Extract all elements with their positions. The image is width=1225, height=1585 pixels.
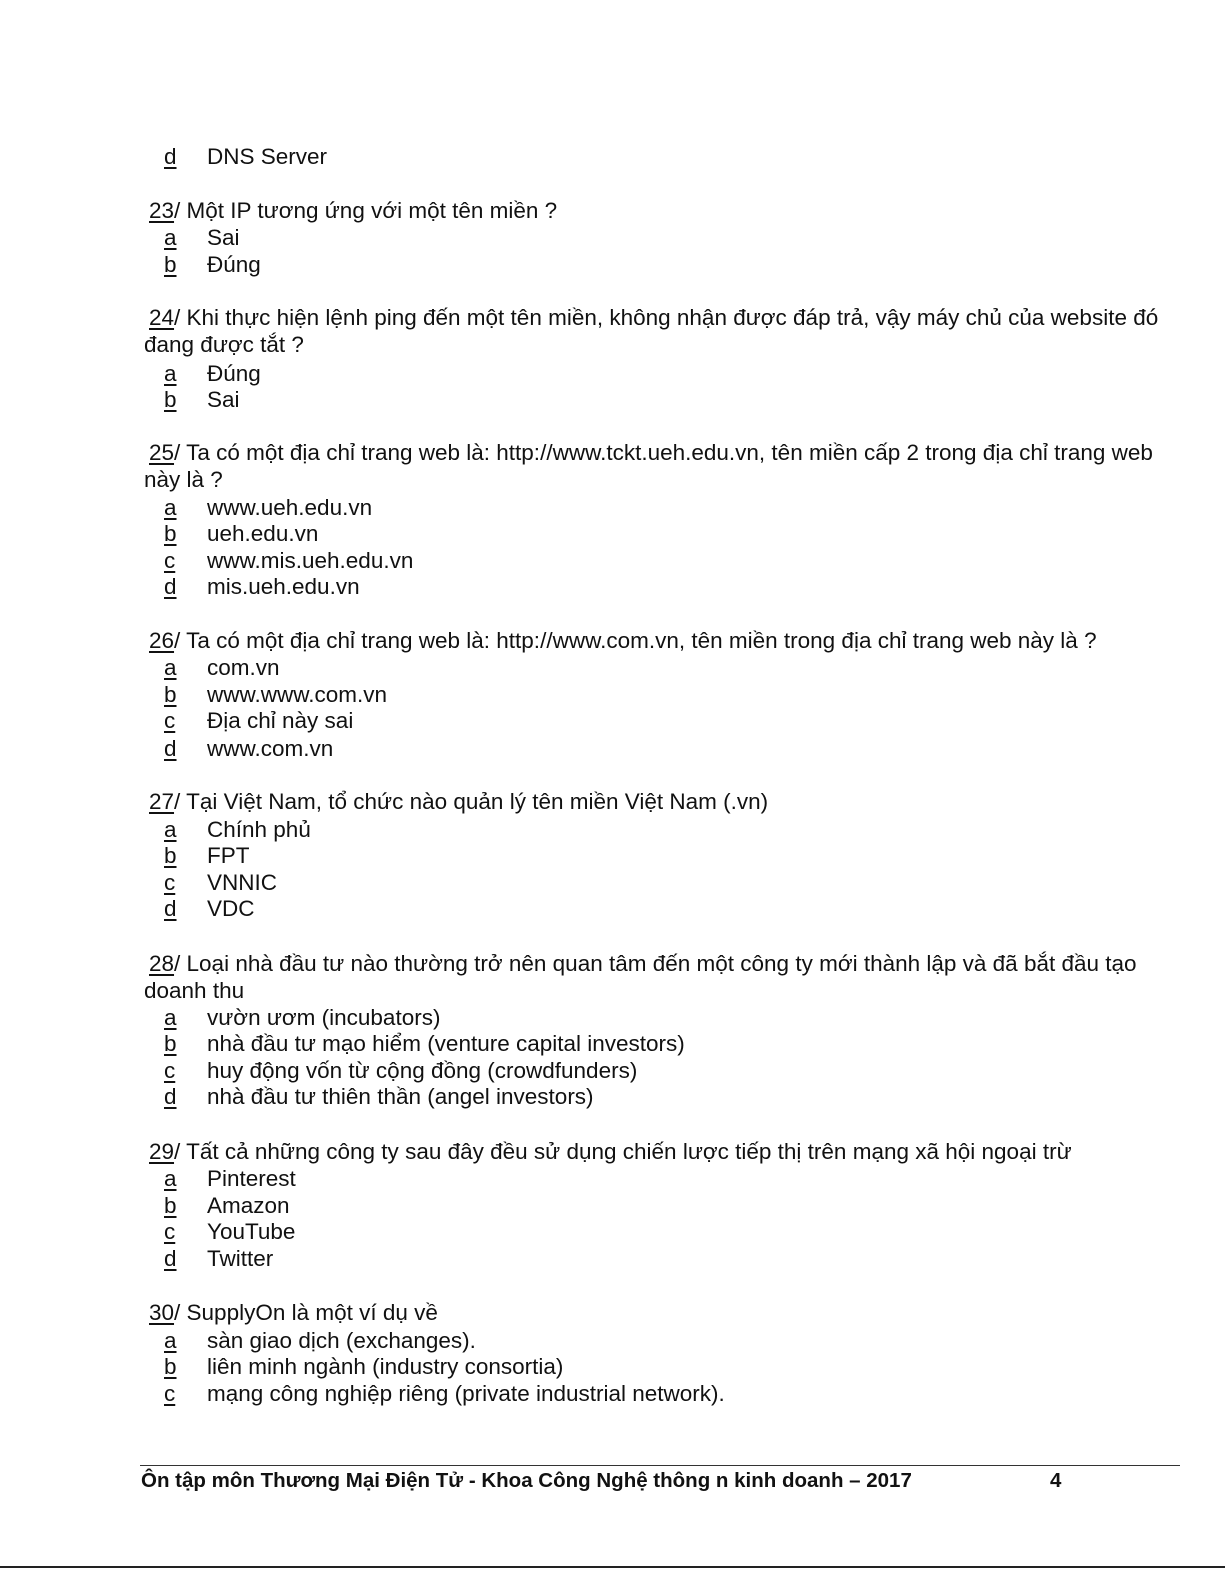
option-item bbox=[164, 1327, 476, 1354]
option-text: DNS Server bbox=[207, 144, 328, 169]
option-letter: b bbox=[164, 1193, 177, 1218]
question-number: 29 bbox=[149, 1139, 175, 1164]
option-letter: b bbox=[164, 387, 177, 412]
option-letter: a bbox=[164, 495, 177, 520]
question-number: 26 bbox=[149, 628, 175, 653]
option-letter: b bbox=[164, 1354, 177, 1379]
option-item bbox=[164, 1245, 273, 1272]
option-item bbox=[164, 520, 318, 547]
question-number: 23 bbox=[149, 198, 175, 223]
option-letter: a bbox=[164, 817, 177, 842]
option-text: Amazon bbox=[207, 1193, 290, 1218]
question-text: / Tại Việt Nam, tổ chức nào quản lý tên miền Việt Nam (.vn) bbox=[174, 789, 769, 814]
option-item bbox=[164, 1004, 440, 1031]
question-text: / Ta có một địa chỉ trang web là: http://www.com.vn, tên miền trong địa chỉ trang web này là ? bbox=[174, 628, 1097, 653]
option-text: huy động vốn từ cộng đồng (crowdfunders) bbox=[207, 1058, 638, 1083]
question-text: / SupplyOn là một ví dụ về bbox=[174, 1300, 438, 1325]
option-item bbox=[164, 895, 255, 922]
option-text: VDC bbox=[207, 896, 255, 921]
option-text: vườn ươm (incubators) bbox=[207, 1005, 441, 1030]
question-number: 24 bbox=[149, 305, 175, 330]
option-item bbox=[164, 707, 353, 734]
option-item bbox=[164, 1353, 563, 1380]
option-text: Chính phủ bbox=[207, 817, 311, 842]
option-letter: c bbox=[164, 1381, 176, 1406]
question-29 bbox=[144, 1138, 1184, 1165]
option-letter: b bbox=[164, 521, 177, 546]
option-text: Sai bbox=[207, 225, 240, 250]
option-letter: c bbox=[164, 1219, 176, 1244]
option-letter: d bbox=[164, 736, 177, 761]
option-item bbox=[164, 251, 261, 278]
question-number: 30 bbox=[149, 1300, 175, 1325]
option-item bbox=[164, 1380, 725, 1407]
option-text: www.ueh.edu.vn bbox=[207, 495, 373, 520]
question-25 bbox=[144, 439, 1184, 493]
option-item bbox=[164, 681, 387, 708]
option-item bbox=[164, 573, 360, 600]
option-text: Sai bbox=[207, 387, 240, 412]
option-letter: a bbox=[164, 1328, 177, 1353]
option-item bbox=[164, 735, 333, 762]
option-letter: d bbox=[164, 574, 177, 599]
option-item bbox=[164, 224, 240, 251]
question-28 bbox=[144, 950, 1184, 1004]
option-text: nhà đầu tư thiên thần (angel investors) bbox=[207, 1084, 594, 1109]
option-item bbox=[164, 1030, 685, 1057]
option-item bbox=[164, 494, 372, 521]
footer-text: Ôn tập môn Thương Mại Điện Tử - Khoa Công Nghệ thông n kinh doanh – 2017 bbox=[141, 1469, 912, 1492]
option-letter: a bbox=[164, 1005, 177, 1030]
option-letter: c bbox=[164, 870, 176, 895]
question-text: / Khi thực hiện lệnh ping đến một tên miền, không nhận được đáp trả, vậy máy chủ của website đó đang được tắt ? bbox=[144, 305, 1159, 357]
option-letter: d bbox=[164, 896, 177, 921]
option-item bbox=[164, 386, 240, 413]
option-letter: a bbox=[164, 655, 177, 680]
option-text: FPT bbox=[207, 843, 250, 868]
option-letter: d bbox=[164, 1246, 177, 1271]
option-letter: a bbox=[164, 361, 177, 386]
option-text: Địa chỉ này sai bbox=[207, 708, 354, 733]
option-letter: a bbox=[164, 1166, 177, 1191]
option-text: mis.ueh.edu.vn bbox=[207, 574, 360, 599]
option-item bbox=[164, 1165, 296, 1192]
question-number: 27 bbox=[149, 789, 175, 814]
footer-divider bbox=[140, 1465, 1180, 1466]
option-letter: c bbox=[164, 548, 176, 573]
question-27 bbox=[144, 788, 1184, 815]
question-26 bbox=[144, 627, 1184, 654]
option-item bbox=[164, 547, 413, 574]
option-text: VNNIC bbox=[207, 870, 278, 895]
option-text: www.mis.ueh.edu.vn bbox=[207, 548, 414, 573]
option-text: mạng công nghiệp riêng (private industrial network). bbox=[207, 1381, 725, 1406]
question-24 bbox=[144, 304, 1184, 358]
option-item bbox=[164, 654, 280, 681]
option-item bbox=[164, 1218, 295, 1245]
option-text: sàn giao dịch (exchanges). bbox=[207, 1328, 476, 1353]
question-text: / Một IP tương ứng với một tên miền ? bbox=[174, 198, 558, 223]
option-item bbox=[164, 1192, 290, 1219]
option-text: YouTube bbox=[207, 1219, 296, 1244]
page-number: 4 bbox=[1050, 1469, 1062, 1492]
question-30 bbox=[144, 1299, 1184, 1326]
option-text: Pinterest bbox=[207, 1166, 296, 1191]
option-letter: a bbox=[164, 225, 177, 250]
option-letter: b bbox=[164, 252, 177, 277]
option-letter: b bbox=[164, 682, 177, 707]
page-bottom-border bbox=[0, 1566, 1225, 1568]
option-text: com.vn bbox=[207, 655, 280, 680]
question-text: / Ta có một địa chỉ trang web là: http://www.tckt.ueh.edu.vn, tên miền cấp 2 trong địa chỉ trang web này là ? bbox=[144, 440, 1153, 492]
option-text: www.www.com.vn bbox=[207, 682, 388, 707]
option-letter: b bbox=[164, 1031, 177, 1056]
option-item bbox=[164, 869, 277, 896]
option-item bbox=[164, 1057, 637, 1084]
question-23 bbox=[144, 197, 1184, 224]
option-text: www.com.vn bbox=[207, 736, 334, 761]
question-number: 25 bbox=[149, 440, 175, 465]
option-item bbox=[164, 842, 250, 869]
option-letter: c bbox=[164, 1058, 176, 1083]
option-text: Đúng bbox=[207, 361, 261, 386]
option-text: Twitter bbox=[207, 1246, 274, 1271]
question-text: / Loại nhà đầu tư nào thường trở nên quan tâm đến một công ty mới thành lập và đã bắt đầu tạo doanh thu bbox=[144, 951, 1137, 1003]
question-text: / Tất cả những công ty sau đây đều sử dụng chiến lược tiếp thị trên mạng xã hội ngoại trừ bbox=[174, 1139, 1072, 1164]
option-item bbox=[164, 360, 261, 387]
option-item bbox=[164, 816, 311, 843]
option-text: Đúng bbox=[207, 252, 261, 277]
option-letter: c bbox=[164, 708, 176, 733]
option-letter: d bbox=[164, 144, 177, 169]
option-item bbox=[164, 1083, 594, 1110]
option-letter: d bbox=[164, 1084, 177, 1109]
option-text: liên minh ngành (industry consortia) bbox=[207, 1354, 564, 1379]
option-text: ueh.edu.vn bbox=[207, 521, 319, 546]
question-number: 28 bbox=[149, 951, 175, 976]
option-text: nhà đầu tư mạo hiểm (venture capital investors) bbox=[207, 1031, 685, 1056]
option-item bbox=[164, 143, 327, 170]
option-letter: b bbox=[164, 843, 177, 868]
